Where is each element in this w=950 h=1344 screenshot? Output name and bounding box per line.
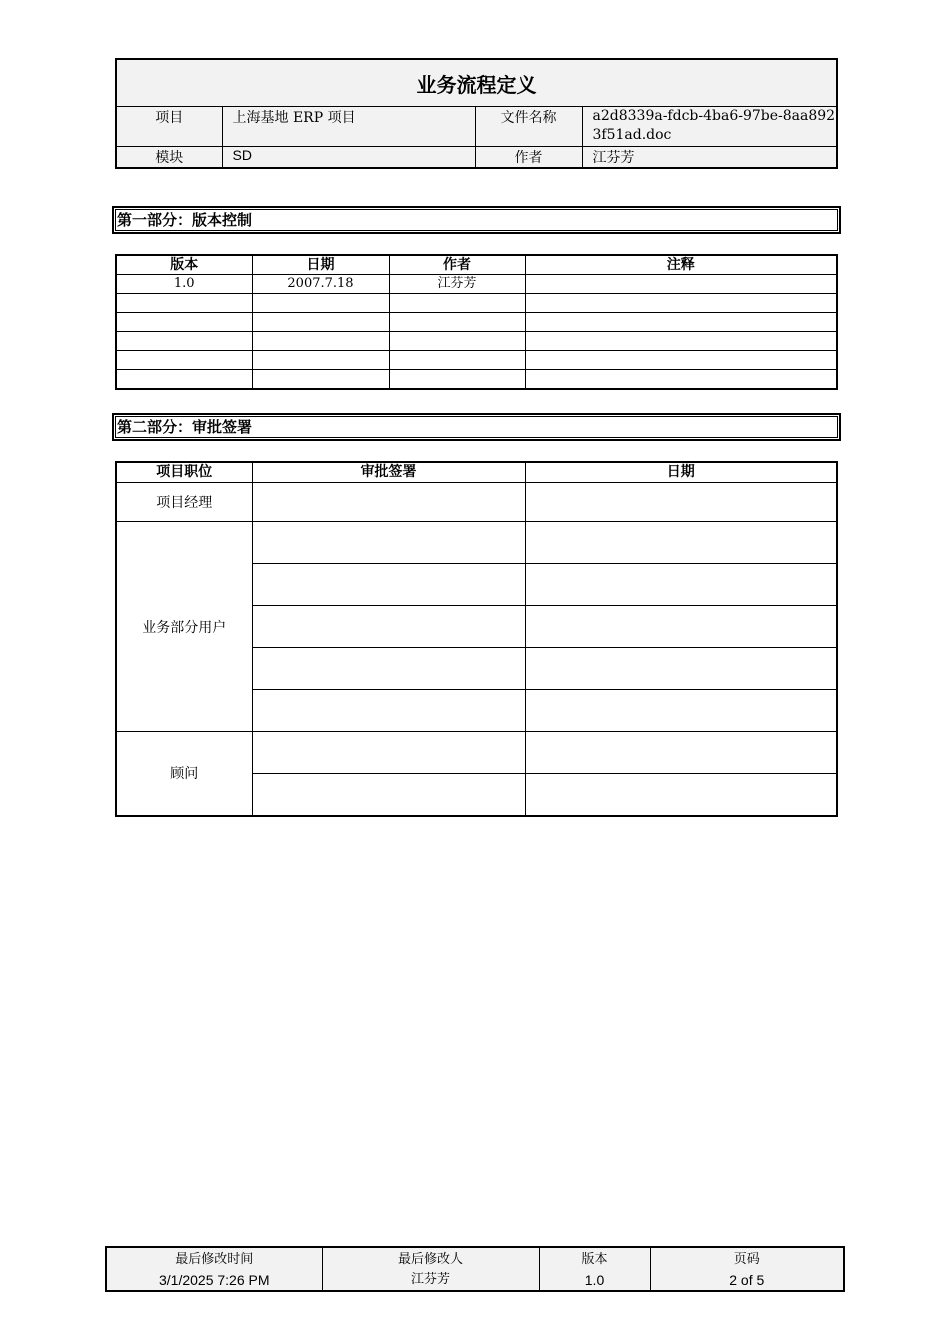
version-cell: 1.0 bbox=[116, 275, 252, 294]
role-business-user: 业务部分用户 bbox=[116, 522, 252, 732]
table-row bbox=[116, 483, 837, 522]
table-row bbox=[116, 313, 837, 332]
footer-last-modified-by bbox=[322, 1247, 539, 1291]
footer-page-number bbox=[650, 1247, 844, 1291]
column-header: 版本 bbox=[116, 255, 252, 275]
table-row bbox=[116, 275, 837, 294]
date-cell bbox=[252, 294, 389, 313]
date-cell bbox=[525, 522, 837, 564]
table-row bbox=[116, 351, 837, 370]
signature-cell bbox=[252, 648, 525, 690]
role-project-manager: 项目经理 bbox=[116, 483, 252, 522]
author-cell: 江芬芳 bbox=[389, 275, 525, 294]
signature-cell bbox=[252, 606, 525, 648]
module-label: 模块 bbox=[116, 147, 222, 169]
date-cell bbox=[525, 690, 837, 732]
version-table-header bbox=[116, 255, 837, 275]
table-row bbox=[116, 332, 837, 351]
date-cell bbox=[252, 351, 389, 370]
author-cell bbox=[389, 313, 525, 332]
date-cell bbox=[252, 313, 389, 332]
version-table bbox=[115, 254, 838, 390]
note-cell bbox=[525, 351, 837, 370]
module-value: SD bbox=[222, 147, 475, 169]
note-cell bbox=[525, 294, 837, 313]
signature-cell bbox=[252, 522, 525, 564]
footer-value: 3/1/2025 7:26 PM bbox=[158, 1272, 270, 1288]
section-version-control: 第一部分：版本控制 bbox=[112, 206, 841, 234]
footer-value: 2 of 5 bbox=[729, 1272, 765, 1288]
date-cell bbox=[525, 774, 837, 816]
version-cell bbox=[116, 313, 252, 332]
note-cell bbox=[525, 313, 837, 332]
section-approval: 第二部分：审批签署 bbox=[112, 413, 841, 441]
column-header: 注释 bbox=[525, 255, 837, 275]
date-cell bbox=[525, 732, 837, 774]
filename-label: 文件名称 bbox=[475, 107, 582, 147]
table-row bbox=[116, 370, 837, 390]
approval-table-header bbox=[116, 462, 837, 483]
footer-label: 版本 bbox=[581, 1252, 608, 1267]
footer-label: 最后修改时间 bbox=[175, 1252, 254, 1267]
signature-cell bbox=[252, 483, 525, 522]
version-cell bbox=[116, 351, 252, 370]
column-header: 项目职位 bbox=[116, 462, 252, 483]
footer-version bbox=[539, 1247, 650, 1291]
date-cell bbox=[525, 606, 837, 648]
footer-value: 1.0 bbox=[584, 1272, 605, 1288]
signature-cell bbox=[252, 732, 525, 774]
role-consultant: 顾问 bbox=[116, 732, 252, 816]
document-header bbox=[115, 58, 838, 169]
column-header: 审批签署 bbox=[252, 462, 525, 483]
column-header: 作者 bbox=[389, 255, 525, 275]
column-header: 日期 bbox=[525, 462, 837, 483]
project-value: 上海基地 ERP 项目 bbox=[222, 107, 475, 147]
signature-cell bbox=[252, 690, 525, 732]
date-cell bbox=[252, 332, 389, 351]
version-cell bbox=[116, 294, 252, 313]
author-value: 江芬芳 bbox=[582, 147, 837, 169]
date-cell: 2007.7.18 bbox=[252, 275, 389, 294]
footer-value: 江芬芳 bbox=[410, 1272, 450, 1287]
footer-label: 页码 bbox=[733, 1252, 760, 1267]
date-cell bbox=[525, 648, 837, 690]
document-title: 业务流程定义 bbox=[116, 59, 837, 107]
signature-cell bbox=[252, 564, 525, 606]
author-cell bbox=[389, 332, 525, 351]
version-cell bbox=[116, 370, 252, 390]
approval-table bbox=[115, 461, 838, 817]
author-cell bbox=[389, 351, 525, 370]
author-cell bbox=[389, 294, 525, 313]
table-row bbox=[116, 522, 837, 564]
date-cell bbox=[525, 564, 837, 606]
table-row bbox=[116, 732, 837, 774]
author-label: 作者 bbox=[475, 147, 582, 169]
date-cell bbox=[252, 370, 389, 390]
footer-label: 最后修改人 bbox=[397, 1252, 463, 1267]
signature-cell bbox=[252, 774, 525, 816]
page-footer bbox=[105, 1246, 845, 1292]
note-cell bbox=[525, 275, 837, 294]
table-row bbox=[116, 294, 837, 313]
footer-last-modified-time bbox=[106, 1247, 322, 1291]
note-cell bbox=[525, 370, 837, 390]
version-cell bbox=[116, 332, 252, 351]
filename-value: a2d8339a-fdcb-4ba6-97be-8aa8923f51ad.doc bbox=[582, 107, 837, 147]
project-label: 项目 bbox=[116, 107, 222, 147]
author-cell bbox=[389, 370, 525, 390]
date-cell bbox=[525, 483, 837, 522]
column-header: 日期 bbox=[252, 255, 389, 275]
note-cell bbox=[525, 332, 837, 351]
